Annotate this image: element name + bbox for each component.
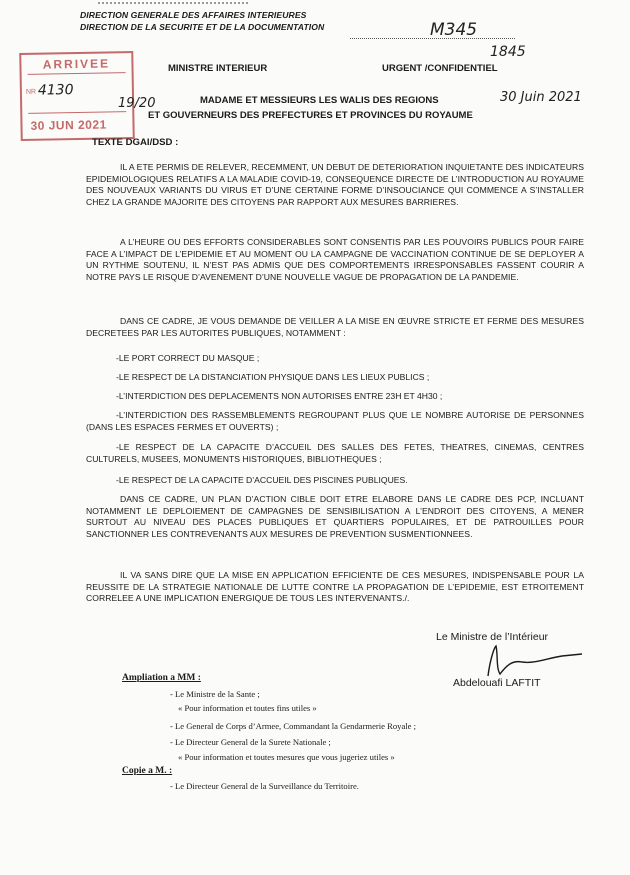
header-top-fragment: [98, 2, 248, 7]
stamp-number-label: NR: [25, 88, 37, 96]
ampliation-note: « Pour information et toutes mesures que vous jugeriez utiles »: [178, 752, 395, 762]
ampliation-recipient: - Le General de Corps d’Armee, Commandant la Gendarmerie Royale ;: [170, 721, 417, 731]
measure-item-pools: -LE RESPECT DE LA CAPACITE D’ACCUEIL DES PISCINES PUBLIQUES.: [116, 475, 408, 485]
stamp-date: 30 JUN 2021: [30, 117, 107, 133]
paragraph-1: IL A ETE PERMIS DE RELEVER, RECEMMENT, UN DEBUT DE DETERIORATION INQUIETANTE DES INDICATEURS EPIDEMIOLOGIQUES RELATIFS A LA MALADIE COVID-19, CONSEQUENCE DIRECTE DE L’INTRODUCTION AU ROYAUME DES NOUVEAUX VARIANTS DU VIRUS ET D’UNE CERTAINE FORME D’INSOUCIANCE QUI COMMENCE A S’INSTALLER CHEZ LA GRANDE MAJORITE DES CITOYENS PAR RAPPORT AUX MESURES BARRIERES.: [86, 162, 584, 208]
addressee-line-1: MADAME ET MESSIEURS LES WALIS DES REGIONS: [200, 95, 439, 106]
classification: URGENT /CONFIDENTIEL: [382, 63, 498, 74]
copie-recipient: - Le Directeur General de la Surveillance du Territoire.: [170, 781, 359, 791]
paragraph-3: DANS CE CADRE, JE VOUS DEMANDE DE VEILLER A LA MISE EN ŒUVRE STRICTE ET FERME DES MESURES DECRETEES PAR LES AUTORITES PUBLIQUES, NOTAMMENT :: [86, 316, 584, 338]
addressee-line-2: ET GOUVERNEURS DES PREFECTURES ET PROVINCES DU ROYAUME: [148, 110, 473, 121]
handwritten-date: 30 Juin 2021: [500, 90, 582, 105]
measure-item-venues: -LE RESPECT DE LA CAPACITE D’ACCUEIL DES SALLES DES FETES, THEATRES, CINEMAS, CENTRES CULTURELS, MUSEES, MONUMENTS HISTORIQUES, BIBLIOTHEQUES ;: [86, 442, 584, 464]
direction-line-2: DIRECTION DE LA SECURITE ET DE LA DOCUMENTATION: [80, 22, 325, 32]
direction-line-1: DIRECTION GENERALE DES AFFAIRES INTERIEURES: [80, 10, 307, 20]
signature-title: Le Ministre de l’Intérieur: [436, 631, 549, 643]
measure-item: -L’INTERDICTION DES DEPLACEMENTS NON AUTORISES ENTRE 23H ET 4H30 ;: [116, 391, 443, 401]
reference-number-handwritten: M345: [430, 20, 478, 40]
paragraph-5: IL VA SANS DIRE QUE LA MISE EN APPLICATION EFFICIENTE DE CES MESURES, INDISPENSABLE POUR LA REUSSITE DE LA STRATEGIE NATIONALE DE LUTTE CONTRE LA PROPAGATION DE L’EPIDEMIE, EST ETROITEMENT CORRELEE A UNE IMPLICATION ENERGIQUE DE TOUS LES INTERVENANTS./.: [86, 570, 584, 604]
ampliation-heading: Ampliation a MM :: [122, 673, 201, 683]
stamp-number: 4130: [37, 82, 74, 99]
signatory-name: Abdelouafi LAFTIT: [453, 677, 541, 689]
ampliation-recipient: - Le Ministre de la Sante ;: [170, 689, 260, 699]
stamp-handwritten-ref: 19/20: [118, 96, 156, 111]
measure-item-gatherings: -L’INTERDICTION DES RASSEMBLEMENTS REGROUPANT PLUS QUE LE NOMBRE AUTORISE DE PERSONNES (DANS LES ESPACES FERMES ET OUVERTS) ;: [86, 410, 584, 432]
measure-item: -LE PORT CORRECT DU MASQUE ;: [116, 353, 260, 363]
measure-item: -LE RESPECT DE LA DISTANCIATION PHYSIQUE DANS LES LIEUX PUBLICS ;: [116, 372, 430, 382]
handwritten-number: 1845: [490, 44, 526, 60]
paragraph-2: A L’HEURE OU DES EFFORTS CONSIDERABLES SONT CONSENTIS PAR LES POUVOIRS PUBLICS POUR FAIRE FACE A L’IMPACT DE L’EPIDEMIE ET AU MOMENT OU LA CAMPAGNE DE VACCINATION CONTINUE DE SE DEPLOYER A UN RYTHME SOUTENU, IL N’EST PAS ADMIS QUE DES COMPORTEMENTS IRRESPONSABLES FASSENT COURIR A NOTRE PAYS LE RISQUE D’AVENEMENT D’UNE NOUVELLE VAGUE DE PROPAGATION DE LA PANDEMIE.: [86, 237, 584, 283]
stamp-rule: [28, 72, 126, 75]
stamp-title: ARRIVEE: [42, 56, 111, 72]
ampliation-recipient: - Le Directeur General de la Surete Nationale ;: [170, 737, 331, 747]
ministry-title: MINISTRE INTERIEUR: [168, 63, 268, 74]
ampliation-note: « Pour information et toutes fins utiles »: [178, 703, 317, 713]
copie-heading: Copie a M. :: [122, 766, 173, 776]
subject-line: TEXTE DGAI/DSD :: [92, 137, 179, 148]
stamp-rule-2: [28, 111, 126, 114]
paragraph-4: DANS CE CADRE, UN PLAN D’ACTION CIBLE DOIT ETRE ELABORE DANS LE CADRE DES PCP, INCLUANT NOTAMMENT LE DEPLOIEMENT DE CAMPAGNES DE SENSIBILISATION A L’ENDROIT DES CITOYENS, A MENER SURTOUT AU NIVEAU DES PLACES PUBLIQUES ET QUARTIERS POPULAIRES, ET DE PATROUILLES POUR SANCTIONNER LES CONTREVENANTS AUX MESURES DE PREVENTION SUSMENTIONNEES.: [86, 494, 584, 540]
